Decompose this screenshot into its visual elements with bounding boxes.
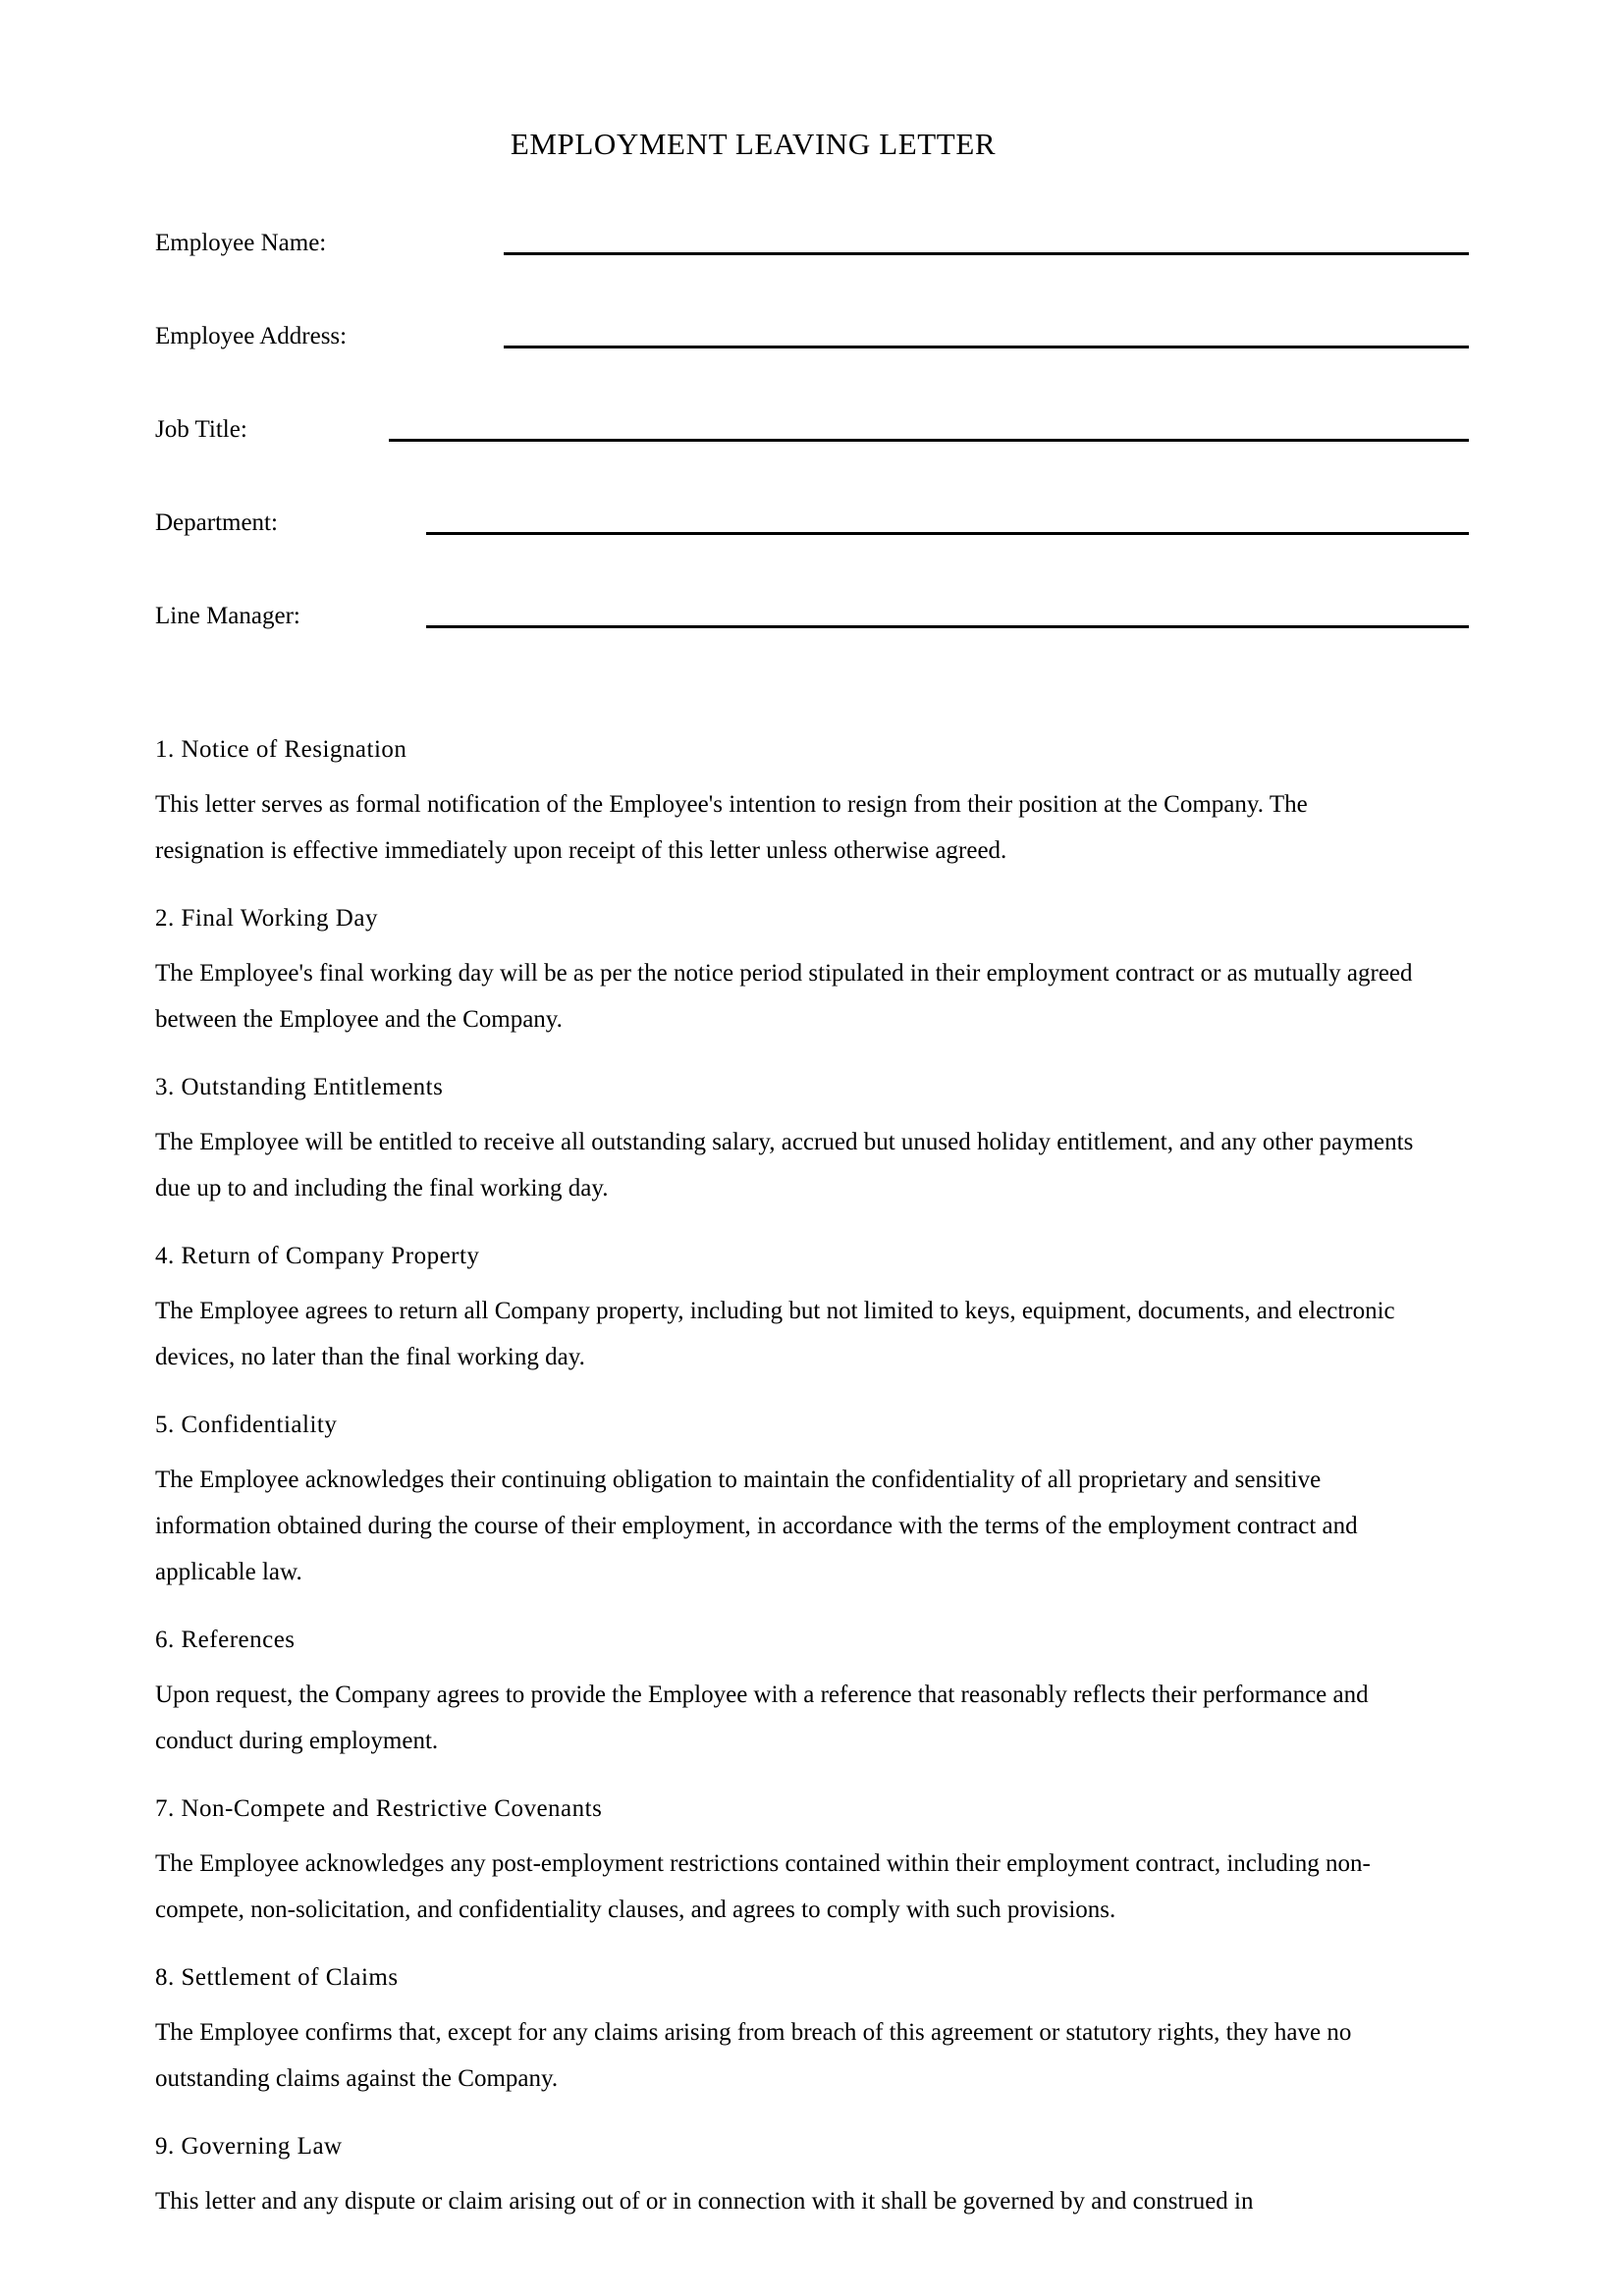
clause-body: The Employee agrees to return all Company property, including but not limited to keys, equipment, documents, and electronic devices, no later than the final working day.	[155, 1298, 1395, 1371]
field-label-employee-address: Employee Address:	[155, 323, 348, 350]
clause-non-compete-and-restrictive-covenants	[155, 1791, 1469, 1933]
clause-body: Upon request, the Company agrees to provide the Employee with a reference that reasonably reflects their performance and conduct during employment.	[155, 1682, 1369, 1755]
field-input-employee-name[interactable]	[504, 252, 1469, 255]
field-input-employee-address[interactable]	[504, 346, 1469, 348]
employee-details-fields	[155, 227, 1469, 693]
clause-final-working-day	[155, 901, 1469, 1042]
clause-body: The Employee confirms that, except for any claims arising from breach of this agreement or statutory rights, they have no outstanding claims against the Company.	[155, 2019, 1352, 2093]
clause-body: This letter and any dispute or claim arising out of or in connection with it shall be governed by and construed in	[155, 2188, 1254, 2216]
clause-outstanding-entitlements	[155, 1070, 1469, 1211]
clause-heading: 1. Notice of Resignation	[155, 736, 407, 764]
field-row-job-title	[155, 413, 1469, 507]
clause-settlement-of-claims	[155, 1960, 1469, 2102]
field-input-line-manager[interactable]	[426, 625, 1469, 628]
field-label-job-title: Job Title:	[155, 416, 247, 444]
clause-heading: 3. Outstanding Entitlements	[155, 1074, 444, 1101]
clause-body: The Employee's final working day will be as per the notice period stipulated in their employment contract or as mutually agreed between the Employee and the Company.	[155, 960, 1413, 1034]
clause-heading: 7. Non-Compete and Restrictive Covenants	[155, 1795, 603, 1823]
field-row-employee-address	[155, 320, 1469, 413]
clause-body: The Employee will be entitled to receive all outstanding salary, accrued but unused holiday entitlement, and any other payments due up to and including the final working day.	[155, 1129, 1414, 1202]
field-label-line-manager: Line Manager:	[155, 603, 300, 630]
field-row-employee-name	[155, 227, 1469, 320]
clause-body: This letter serves as formal notification of the Employee's intention to resign from their position at the Company. The resignation is effective immediately upon receipt of this letter unless otherwise agreed.	[155, 791, 1308, 865]
clause-heading: 6. References	[155, 1627, 296, 1654]
clause-heading: 4. Return of Company Property	[155, 1243, 480, 1270]
clause-body: The Employee acknowledges their continuing obligation to maintain the confidentiality of all proprietary and sensitive information obtained during the course of their employment, in accordance with the terms of the employment contract and applicable law.	[155, 1467, 1358, 1586]
page-title: EMPLOYMENT LEAVING LETTER	[510, 127, 997, 161]
clause-heading: 9. Governing Law	[155, 2133, 343, 2161]
clause-confidentiality	[155, 1408, 1469, 1595]
field-row-line-manager	[155, 600, 1469, 693]
clause-body: The Employee acknowledges any post-employment restrictions contained within their employment contract, including non-compete, non-solicitation, and confidentiality clauses, and agrees to comply with such provisions.	[155, 1850, 1371, 1924]
field-input-job-title[interactable]	[389, 439, 1469, 442]
field-row-department	[155, 507, 1469, 600]
clause-heading: 8. Settlement of Claims	[155, 1964, 399, 1992]
field-input-department[interactable]	[426, 532, 1469, 535]
clauses-list	[155, 732, 1469, 2224]
clause-heading: 2. Final Working Day	[155, 905, 378, 933]
clause-notice-of-resignation	[155, 732, 1469, 874]
clause-heading: 5. Confidentiality	[155, 1412, 338, 1439]
clause-return-of-company-property	[155, 1239, 1469, 1380]
field-label-employee-name: Employee Name:	[155, 230, 327, 257]
clause-governing-law	[155, 2129, 1469, 2224]
field-label-department: Department:	[155, 509, 278, 537]
clause-references	[155, 1623, 1469, 1764]
